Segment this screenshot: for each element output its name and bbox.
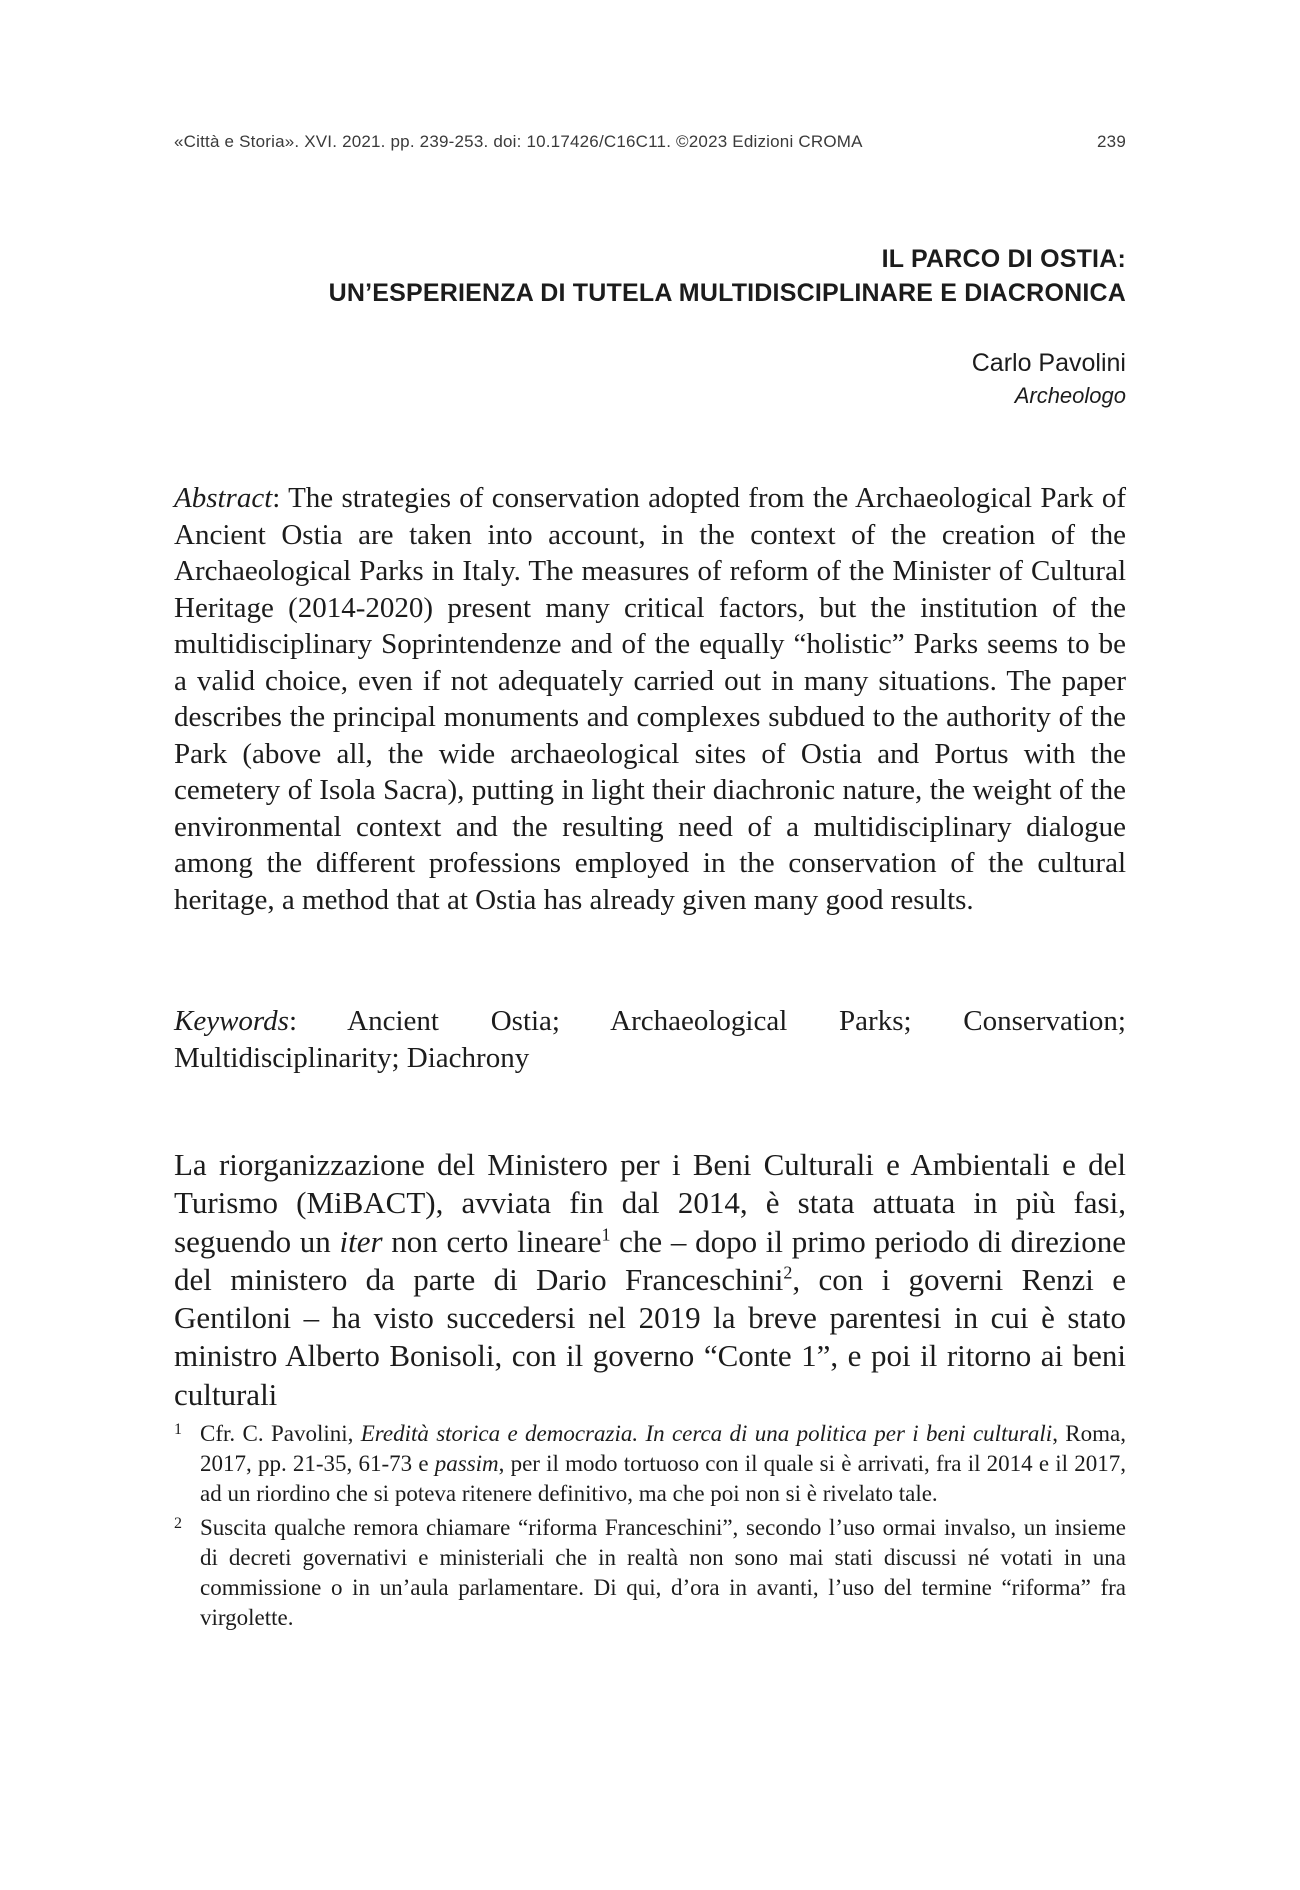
footnote (174, 1419, 1126, 1509)
footnotes (174, 1419, 1126, 1637)
journal-citation: «Città e Storia». XVI. 2021. pp. 239-253. doi: 10.17426/C16C11. ©2023 Edizioni CROMA (174, 132, 863, 151)
footnote-text (200, 1419, 1126, 1509)
body-paragraph (174, 1146, 1126, 1414)
keywords-paragraph (174, 1003, 1126, 1076)
body-text-part: che – dopo il primo periodo di direzione del ministero da parte di Dario Franceschini (174, 1223, 1126, 1297)
body-text-part: La riorganizzazione del Ministero per i Beni Culturali e Ambientali e del Turismo (MiBACT), avviata fin dal 2014, è stata attuata in più fasi, seguendo un (174, 1147, 1126, 1259)
author-name: Carlo Pavolini (971, 349, 1126, 377)
footnote-italic-term: passim (434, 1451, 499, 1476)
body-italic-term: iter (339, 1223, 383, 1259)
author-block (174, 346, 1126, 412)
footnote-ref-2[interactable]: 2 (783, 1262, 793, 1283)
keywords-text: : Ancient Ostia; Archaeological Parks; Conservation; Multidisciplinarity; Diachrony (174, 1005, 1126, 1074)
abstract-paragraph (174, 480, 1126, 918)
body-text-part: non certo lineare (382, 1223, 602, 1259)
footnote-ref-1[interactable]: 1 (601, 1224, 611, 1245)
author-role: Archeologo (1014, 383, 1126, 408)
page-number: 239 (1097, 132, 1126, 151)
abstract-text: : The strategies of conservation adopted from the Archaeological Park of Ancient Ostia are taken into account, in the context of the creation of the Archaeological Parks in Italy. The measures of reform of the Minister of Cultural Heritage (2014-2020) present many critical factors, but the institution of the multidisciplinary Soprintendenze and of the equally “holistic” Parks seems to be a valid choice, even if not adequately carried out in many situations. The paper describes the principal monuments and complexes subdued to the authority of the Park (above all, the wide archaeological sites of Ostia and Portus with the cemetery of Isola Sacra), putting in light their diachronic nature, the weight of the environmental context and the resulting need of a multidisciplinary dialogue among the different professions employed in the conservation of the cultural heritage, a method that at Ostia has already given many good results. (174, 482, 1126, 916)
footnote-number: 2 (174, 1515, 182, 1532)
footnote (174, 1513, 1126, 1633)
footnote-text: Suscita qualche remora chiamare “riforma Franceschini”, secondo l’uso ormai invalso, un insieme di decreti governativi e ministeriali che in realtà non sono mai stati discussi né votati in una commissione o in un’aula parlamentare. Di qui, d’ora in avanti, l’uso del termine “riforma” fra virgolette. (200, 1515, 1126, 1630)
title-line-1: IL PARCO DI OSTIA: (881, 245, 1126, 273)
footnote-text-part: Cfr. C. Pavolini, (200, 1421, 361, 1446)
abstract-label: Abstract (174, 482, 273, 514)
title-line-2: UN’ESPERIENZA DI TUTELA MULTIDISCIPLINARE E DIACRONICA (328, 279, 1126, 307)
footnote-text-part: , Roma, 2017, pp. 21-35, 61-73 e (200, 1421, 1126, 1476)
footnote-italic-title: Eredità storica e democrazia. In cerca di una politica per i beni culturali (360, 1421, 1053, 1446)
footnote-number: 1 (174, 1421, 182, 1438)
body-text-part: , con i governi Renzi e Gentiloni – ha visto succedersi nel 2019 la breve parentesi in cui è stato ministro Alberto Bonisoli, con il governo “Conte 1”, e poi il ritorno ai beni culturali (174, 1261, 1126, 1412)
article-title (174, 242, 1126, 310)
footnote-text-part: , per il modo tortuoso con il quale si è arrivati, fra il 2014 e il 2017, ad un riordino che si poteva ritenere definitivo, ma che poi non si è rivelato tale. (200, 1451, 1126, 1506)
keywords-label: Keywords (174, 1005, 289, 1037)
